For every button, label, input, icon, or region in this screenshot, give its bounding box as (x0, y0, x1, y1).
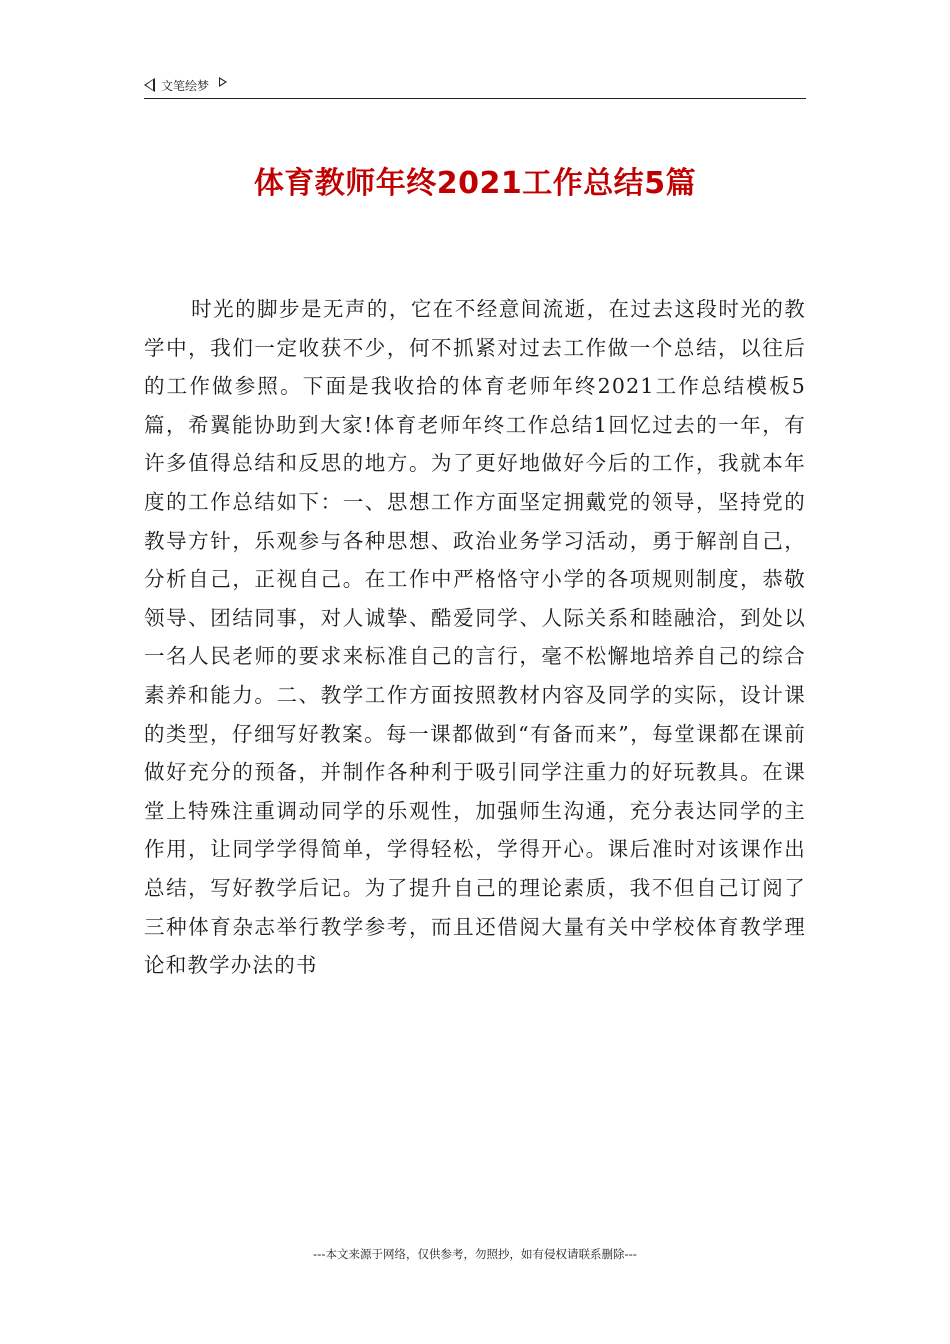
page-header (144, 72, 806, 99)
document-body: 时光的脚步是无声的，它在不经意间流逝，在过去这段时光的教学中，我们一定收获不少，何不抓紧对过去工作做一个总结，以往后的工作做参照。下面是我收拾的体育老师年终2021工作总结模板5篇，希翼能协助到大家!体育老师年终工作总结1回忆过去的一年，有许多值得总结和反思的地方。为了更好地做好今后的工作，我就本年度的工作总结如下：一、思想工作方面坚定拥戴党的领导，坚持党的教导方针，乐观参与各种思想、政治业务学习活动，勇于解剖自己，分析自己，正视自己。在工作中严格恪守小学的各项规则制度，恭敬领导、团结同事，对人诚挚、酷爱同学、人际关系和睦融洽，到处以一名人民老师的要求来标准自己的言行，毫不松懈地培养自己的综合素养和能力。二、教学工作方面按照教材内容及同学的实际，设计课的类型，仔细写好教案。每一课都做到“有备而来”，每堂课都在课前做好充分的预备，并制作各种利于吸引同学注重力的好玩教具。在课堂上特殊注重调动同学的乐观性，加强师生沟通，充分表达同学的主作用，让同学学得简单，学得轻松，学得开心。课后准时对该课作出总结，写好教学后记。为了提升自己的理论素质，我不但自己订阅了三种体育杂志举行教学参考，而且还借阅大量有关中学校体育教学理论和教学办法的书 (144, 297, 806, 978)
footer-disclaimer: ---本文来源于网络，仅供参考，勿照抄，如有侵权请联系删除--- (313, 1247, 637, 1261)
triangle-right-icon (219, 77, 227, 87)
triangle-left-icon (144, 78, 155, 92)
header-brand: 文笔绘梦 (161, 78, 210, 93)
document-title: 体育教师年终2021工作总结5篇 (253, 166, 697, 201)
